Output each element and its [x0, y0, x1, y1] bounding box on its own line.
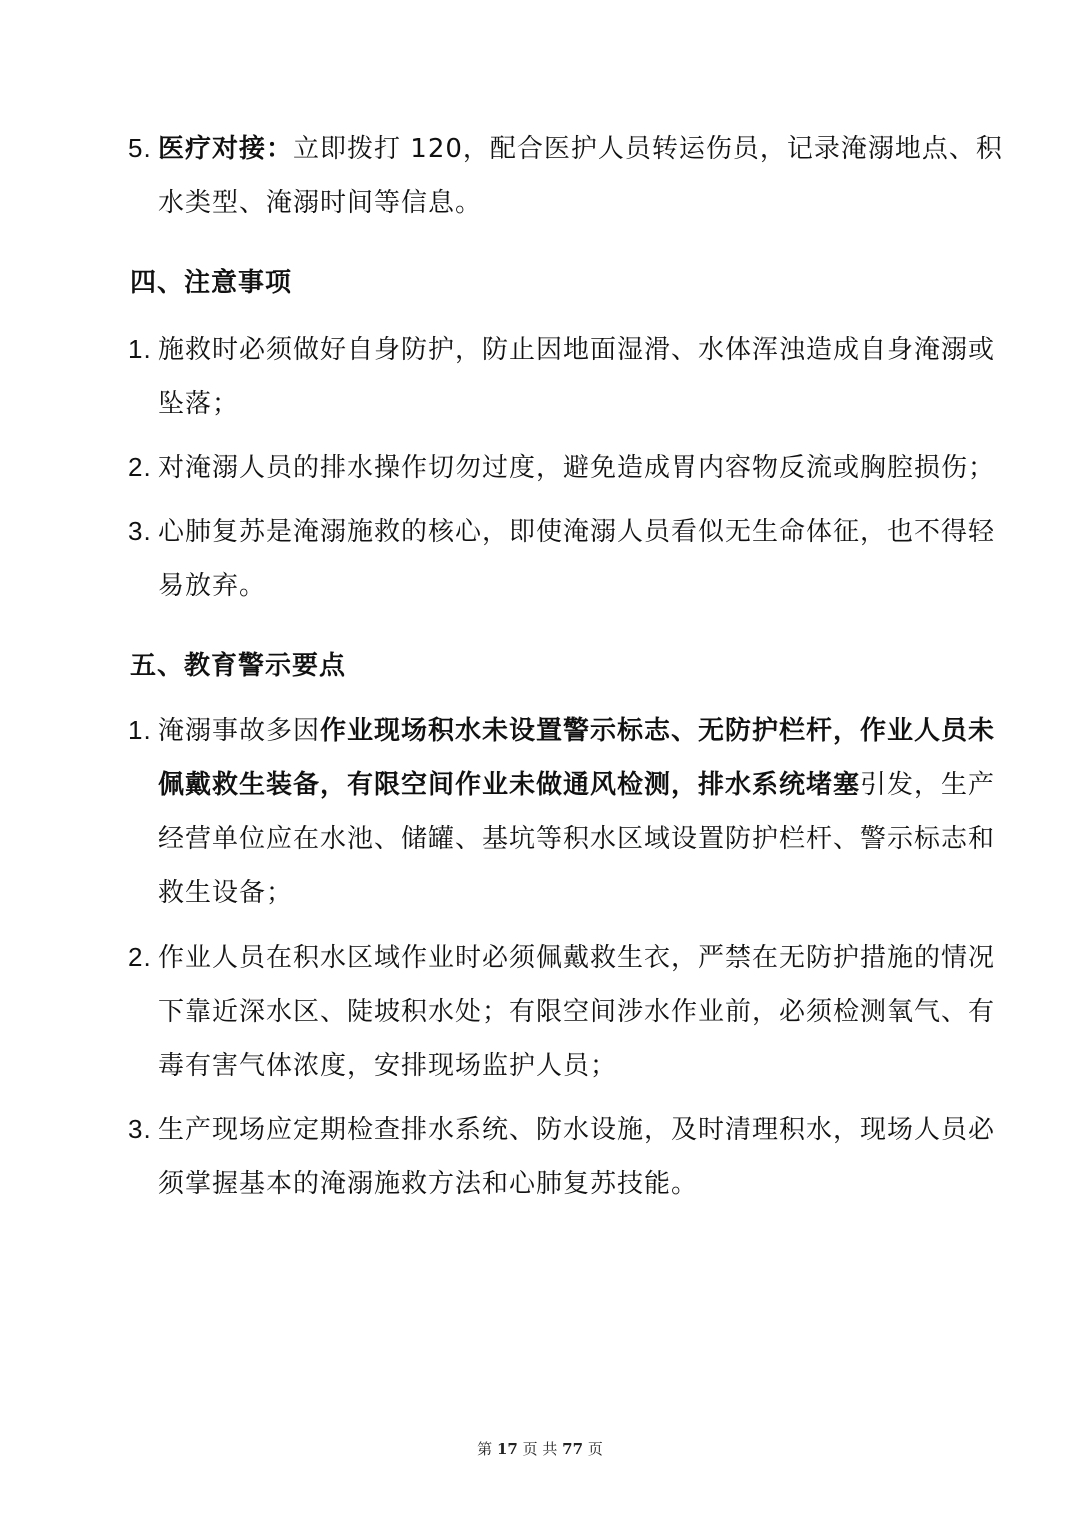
list-item-number: 3. — [128, 516, 152, 546]
list-item-text: 救生设备； — [158, 878, 294, 908]
list-item-text: 毒有害气体浓度，安排现场监护人员； — [158, 1051, 618, 1081]
list-item-emphasis: 佩戴救生装备，有限空间作业未做通风检测，排水系统堵塞 — [158, 770, 861, 800]
list-item-text: 立即拨打 120，配合医护人员转运伤员，记录淹溺地点、积 — [293, 134, 1003, 164]
list-item-number: 1. — [128, 715, 152, 745]
list-item — [128, 930, 996, 1093]
footer-middle: 页 共 — [522, 1440, 558, 1458]
current-page-number: 17 — [496, 1440, 518, 1458]
list-item-text: 下靠近深水区、陡坡积水处；有限空间涉水作业前，必须检测氧气、有 — [158, 997, 996, 1027]
list-item-line — [128, 703, 996, 758]
list-item-line — [128, 504, 996, 559]
list-item-line — [128, 758, 996, 812]
list-item-text: 作业人员在积水区域作业时必须佩戴救生衣，严禁在无防护措施的情况 — [158, 943, 996, 973]
list-item — [128, 322, 996, 431]
list-item-text: 引发，生产 — [860, 770, 996, 800]
list-item-text: 易放弃。 — [158, 571, 267, 601]
list-item-text: 须掌握基本的淹溺施救方法和心肺复苏技能。 — [158, 1169, 699, 1199]
list-item-line — [128, 121, 1003, 176]
list-item-line — [128, 1102, 996, 1157]
total-page-count: 77 — [562, 1440, 584, 1458]
list-item-text: 水类型、淹溺时间等信息。 — [158, 188, 483, 218]
list-item — [128, 703, 996, 920]
list-item-line — [128, 322, 996, 377]
page-footer — [0, 1438, 1080, 1459]
list-item-number: 2. — [128, 452, 152, 482]
list-item-line — [128, 440, 996, 495]
list-item-number: 2. — [128, 942, 152, 972]
list-item-text: 对淹溺人员的排水操作切勿过度，避免造成胃内容物反流或胸腔损伤； — [158, 453, 996, 483]
list-item-text: 坠落； — [158, 389, 240, 419]
list-item — [128, 504, 996, 613]
list-item-emphasis: 作业现场积水未设置警示标志、无防护栏杆，作业人员未 — [320, 716, 996, 746]
list-item-number: 5. — [128, 133, 152, 163]
list-item-medical-handoff — [128, 121, 1003, 230]
list-item-text: 施救时必须做好自身防护，防止因地面湿滑、水体浑浊造成自身淹溺或 — [158, 335, 996, 365]
list-item-text: 生产现场应定期检查排水系统、防水设施，及时清理积水，现场人员必 — [158, 1115, 996, 1145]
footer-suffix: 页 — [587, 1440, 603, 1458]
list-item-text: 经营单位应在水池、储罐、基坑等积水区域设置防护栏杆、警示标志和 — [158, 824, 996, 854]
footer-prefix: 第 — [477, 1440, 493, 1458]
list-item — [128, 1102, 996, 1211]
list-item — [128, 440, 996, 495]
section-heading-precautions: 四、注意事项 — [130, 268, 293, 298]
list-item-text: 淹溺事故多因 — [158, 716, 321, 746]
list-item-number: 1. — [128, 334, 152, 364]
section-heading-warning-points: 五、教育警示要点 — [130, 651, 347, 681]
list-item-label: 医疗对接： — [158, 134, 294, 164]
list-item-text: 心肺复苏是淹溺施救的核心，即使淹溺人员看似无生命体征，也不得轻 — [158, 517, 996, 547]
list-item-number: 3. — [128, 1114, 152, 1144]
list-item-line — [128, 930, 996, 985]
